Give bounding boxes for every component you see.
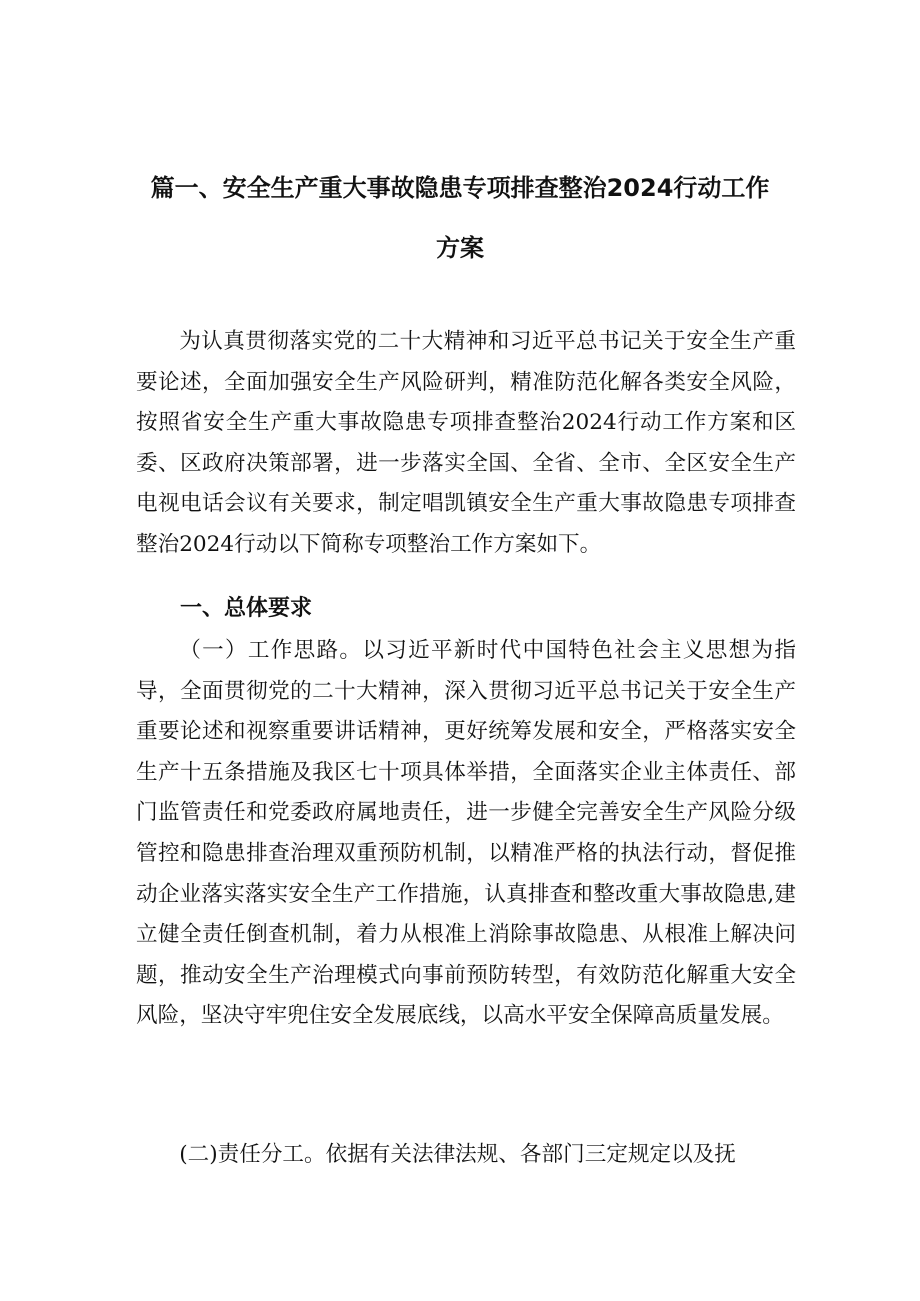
section-heading-general-requirements: 一、总体要求 bbox=[180, 596, 313, 621]
responsibility-paragraph: (二)责任分工。依据有关法律法规、各部门三定规定以及抚 bbox=[179, 1142, 736, 1167]
work-ideas-paragraph: （一）工作思路。以习近平新时代中国特色社会主义思想为指导，全面贯彻党的二十大精神，深入贯彻习近平总书记关于安全生产重要论述和视察重要讲话精神，更好统筹发展和安全，严格落实安全生产十五条措施及我区七十项具体举措，全面落实企业主体责任、部门监管责任和党委政府属地责任，进一步健全完善安全生产风险分级管控和隐患排查治理双重预防机制，以精准严格的执法行动，督促推动企业落实落实安全生产工作措施，认真排查和整改重大事故隐患,建立健全责任倒查机制，着力从根准上消除事故隐患、从根准上解决问题，推动安全生产治理模式向事前预防转型，有效防范化解重大安全风险，坚决守牢兜住安全发展底线，以高水平安全保障高质量发展。 bbox=[136, 638, 796, 1029]
document-title-line1: 篇一、安全生产重大事故隐患专项排查整治2024行动工作 bbox=[150, 174, 770, 202]
intro-paragraph: 为认真贯彻落实党的二十大精神和习近平总书记关于安全生产重要论述，全面加强安全生产风险研判，精准防范化解各类安全风险，按照省安全生产重大事故隐患专项排查整治2024行动工作方案和区委、区政府决策部署，进一步落实全国、全省、全市、全区安全生产电视电话会议有关要求，制定唱凯镇安全生产重大事故隐患专项排查整治2024行动以下简称专项整治工作方案如下。 bbox=[136, 329, 796, 557]
document-title-line2: 方案 bbox=[436, 234, 484, 262]
